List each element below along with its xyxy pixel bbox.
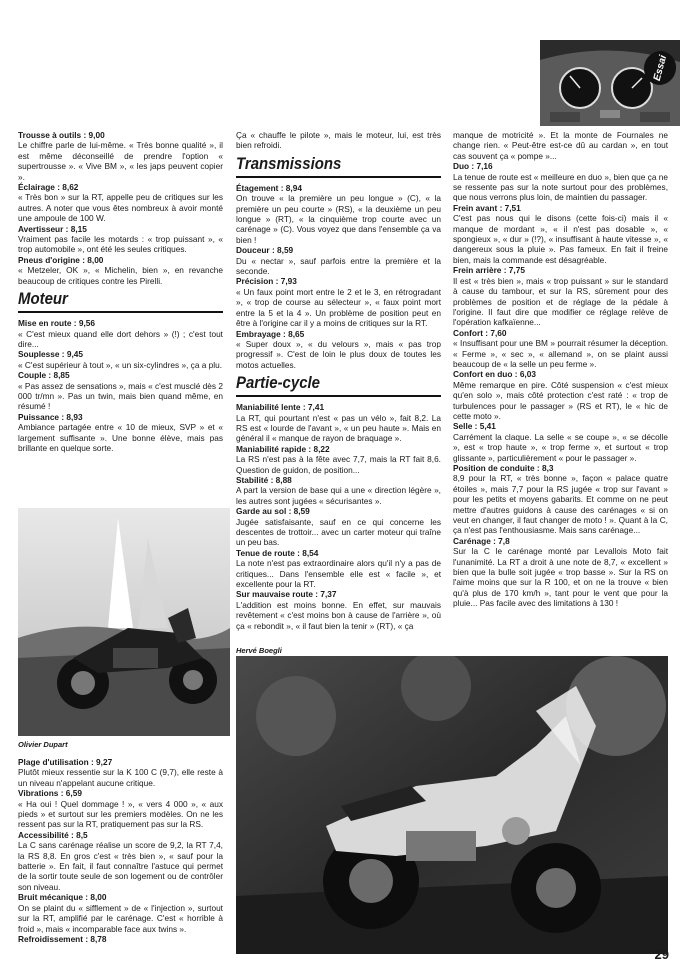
entry-puissance: Puissance : 8,93 Ambiance partagée entre « 10 de mieux, SVP » et « largement suffisante ». Une bonne élève, mais pas brillante en quelque sorte.: [18, 411, 223, 453]
entry-confort: Confort : 7,60 « Insuffisant pour une BM » pourrait résumer la déception. « Ferme », « sec », « allemand », on se plaint aussi beaucoup de « la selle un peu ferme ».: [453, 327, 668, 369]
entry-carenage: Carénage : 7,8 Sur la C le carénage monté par Levallois Moto fait l'unanimité. La RT a droit à une note de 8,7, « excellent » bien que la bulle soit jugée « trop basse ». Sur la RS on l'aime moins que sur la R 100, et on ne la trouve « bien qu'à plus de 170 km/h », tant pour le vent que pour la pluie... Pas facile avec des limitations à 130 !: [453, 535, 668, 609]
section-transmissions-heading: Transmissions: [236, 153, 342, 173]
entry-vibrations: Vibrations : 6,59 « Ha oui ! Quel dommage ! », « vers 4 000 », « aux pieds » et surtout sur les premiers modèles. On ne les ressent pas sur la RT, pratiquement pas sur la RS.: [18, 788, 223, 830]
entry-mise-en-route: Mise en route : 9,56 « C'est mieux quand elle dort dehors » (!) ; c'est tout dire...: [18, 318, 223, 349]
entry-pneus: Pneus d'origine : 8,00 « Metzeler, OK », « Michelin, bien », en revanche beaucoup de critiques contre les Pirelli.: [18, 254, 223, 286]
entry-eclairage: Éclairage : 8,62 « Très bon » sur la RT, appelle peu de critiques sur les autres. A noter que vous êtes nombreux à avoir monté une ampoule de 100 W.: [18, 182, 223, 224]
entry-avertisseur: Avertisseur : 8,15 Vraiment pas facile les motards : « trop puissant », « trop automobile », ont été les seules critiques.: [18, 223, 223, 255]
section-rule: [18, 311, 223, 313]
entry-couple: Couple : 8,85 « Pas assez de sensations », mais « c'est musclé dès 2 000 tr/mn ». Pas un twin, mais bien quand même, en résumé !: [18, 370, 223, 412]
section-partie-cycle-heading: Partie-cycle: [236, 373, 320, 393]
section-rule: [236, 395, 441, 397]
entry-etagement: Étagement : 8,94 On trouve « la première un peu longue » (C), « la première un peu courte » (RS), « la deuxième un peu longue » (RT), « la cinquième trop courte avec un carénage » (C). Vous voyez que dans l'ensemble ça va bien !: [236, 182, 441, 245]
col3-intro: manque de motricité ». Et la monte de Fournales ne change rien. « Peut-être est-ce dû au cardan », en tout cas souvent ça « pompe »...: [453, 130, 668, 161]
entry-refroidissement: Refroidissement : 8,78: [18, 933, 107, 944]
entry-garde-au-sol: Garde au sol : 8,59 Jugée satisfaisante, sauf en ce qui concerne les descentes de trottoir... avec un carter moteur qui traîne un peu bas.: [236, 506, 441, 548]
section-moteur-heading: Moteur: [18, 289, 68, 309]
column-1-bottom: [18, 757, 223, 944]
entry-mauvaise-route: Sur mauvaise route : 7,37 L'addition est moins bonne. En effet, sur mauvais revêtement « c'est moins bon à cause de l'arrière », où ça « rebondit », « il faut bien la tenir » (RT), « ça: [236, 589, 441, 631]
column-1: [18, 130, 223, 453]
entry-maniabilite-rapide: Maniabilité rapide : 8,22 La RS n'est pas à la fête avec 7,7, mais la RT fait 8,6. Question de guidon, de position...: [236, 443, 441, 475]
entry-embrayage: Embrayage : 8,65 « Super doux », « du velours », mais « pas trop progressif ». C'est de loin le plus doux de toutes les motos actuelles.: [236, 328, 441, 370]
entry-douceur: Douceur : 8,59 Du « nectar », sauf parfois entre la première et la seconde.: [236, 245, 441, 277]
entry-stabilite: Stabilité : 8,88 A part la version de base qui a une « direction légère », les autres sont jugées « sécurisantes ».: [236, 474, 441, 506]
column-3: [453, 130, 668, 609]
motorcycle-photo-right: [236, 656, 668, 954]
entry-frein-avant: Frein avant : 7,51 C'est pas nous qui le disons (cette fois-ci) mais il « manque de mordant », « il n'est pas dosable », « spongieux », « dur » (!?), « insuffisant à haute vitesse », « dangereux sous la pluie ». Pas fameux. En fait il freine bien, mais la commande est désagréable.: [453, 202, 668, 265]
col2-intro: Ça « chauffe le pilote », mais le moteur, lui, est très bien refroidi.: [236, 130, 441, 151]
page-number: 29: [654, 947, 669, 962]
entry-duo: Duo : 7,16 La tenue de route est « meilleure en duo », bien que ça ne se ressente pas sur la note surtout pour des problèmes, que nous verrons plus loin, de maintien du passager.: [453, 161, 668, 203]
photo-caption-left: Olivier Dupart: [18, 740, 68, 749]
entry-trousse: Trousse à outils : 9,00 Le chiffre parle de lui-même. « Très bonne qualité », il est même déconseillé de prendre l'option « supertrousse ». « Vive BM », « les japs peuvent copier ».: [18, 130, 223, 182]
entry-tenue-de-route: Tenue de route : 8,54 La note n'est pas extraordinaire alors qu'il n'y a pas de critiques... Dans l'ensemble elle est « facile », et excellente pour la RT.: [236, 547, 441, 590]
entry-maniabilite-lente: Maniabilité lente : 7,41 La RT, qui pourtant n'est « pas un vélo », fait 8,2. La RS est « lourde de l'avant », « un peu haute ». Mais en général il « manque de rayon de braquage ».: [236, 402, 441, 444]
entry-bruit: Bruit mécanique : 8,00 On se plaint du « sifflement » de « l'injection », surtout sur la RT, amplifié par le carénage. C'est « horrible à froid », mais « incomparable face aux twins ».: [18, 892, 223, 934]
section-rule: [236, 176, 441, 178]
entry-selle: Selle : 5,41 Carrément la claque. La selle « se coupe », « se décolle », est « trop haute », « trop ferme », et surtout « trop glissante », particulièrement « pour le passager ».: [453, 421, 668, 463]
column-2: [236, 130, 441, 631]
motorcycle-left-illustration: [18, 508, 230, 736]
entry-precision: Précision : 7,93 « Un faux point mort entre le 2 et le 3, en rétrogradant », « trop de course au sélecteur », « faux point mort entre la 5 et la 4 ». Un problème de position peut en être à l'origine car il y a moins de critiques sur la RT.: [236, 276, 441, 329]
entry-confort-duo: Confort en duo : 6,03 Même remarque en pire. Côté suspension « c'est mieux qu'en solo », mais côté protection c'est raté : « trop de turbulences pour le passager » (RS et RT), le « hic de cette moto ».: [453, 369, 668, 421]
motorcycle-photo-left: [18, 508, 230, 736]
entry-position: Position de conduite : 8,3 8,9 pour la RT, « très bonne », façon « palace quatre étoiles », mais 7,7 pour la RS jugée « trop sur l'avant » pour les petits et moyens gabarits. Et comme on ne peut mettre d'autres guidons à cause des carénages « si on veut en changer, il faut changer de moto ! ». Quant à la C, ça n'est pas l'enthousiasme. Mais sans carénage...: [453, 463, 668, 536]
essai-logo: Essai: [640, 47, 680, 88]
motorcycle-right-illustration: [236, 656, 668, 954]
entry-accessibilite: Accessibilité : 8,5 La C sans carénage réalise un score de 9,2, la RT 7,4, la RS 8,8. En gros c'est « très bien », « sauf pour la batterie ». En fait, il faut connaître l'astuce qui permet de la sortir toute seule de son logement ou de contrôler son niveau.: [18, 829, 223, 892]
entry-frein-arriere: Frein arrière : 7,75 Il est « très bien », mais « trop puissant » sur le standard à cause du tambour, et sur la RS, sûrement pour des problèmes de position et de réglage de la pédale à l'origine. Il faut dire que modifier ce réglage relève de l'opération kafkaïenne...: [453, 265, 668, 328]
entry-plage: Plage d'utilisation : 9,27 Plutôt mieux ressentie sur la K 100 C (9,7), elle reste à un niveau n'appelant aucune critique.: [18, 757, 223, 788]
entry-souplesse: Souplesse : 9,45 « C'est supérieur à tout », « un six-cylindres », ça a plu.: [18, 349, 223, 370]
photo-caption-right: Hervé Boegli: [236, 646, 282, 655]
